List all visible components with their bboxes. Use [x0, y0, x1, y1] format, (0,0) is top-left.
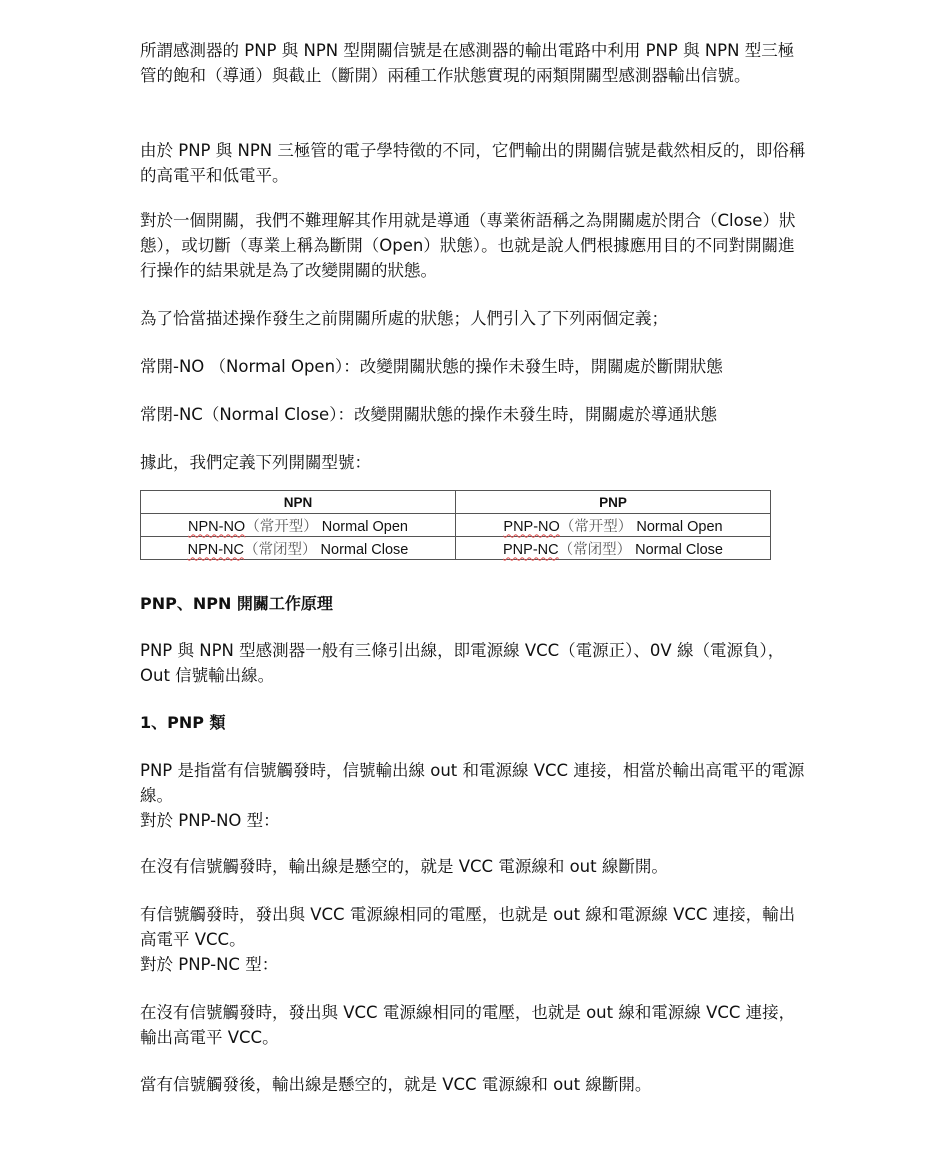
paragraph-intro: 所謂感測器的 PNP 與 NPN 型開關信號是在感測器的輸出電路中利用 PNP 與 NPN 型三極管的飽和（導通）與截止（斷開）兩種工作狀態實現的兩類開關型感測器輸出信號。 — [140, 41, 795, 85]
paragraph-pnp-no-triggered: 有信號觸發時，發出與 VCC 電源線相同的電壓，也就是 out 線和電源線 VCC 連接，輸出高電平 VCC。 — [140, 905, 796, 949]
table-row — [141, 514, 771, 537]
cell-en: Normal Open — [636, 518, 723, 535]
table-cell-pnp-nc — [456, 537, 771, 560]
paragraph-define-types: 據此，我們定義下列開關型號： — [140, 453, 371, 472]
cell-code: PNP-NC — [503, 541, 559, 558]
paragraph-normal-close: 常閉-NC（Normal Close）：改變開關狀態的操作未發生時，開關處於導通狀態 — [140, 405, 717, 424]
table-row — [141, 537, 771, 560]
section-heading-working-principle: PNP、NPN 開關工作原理 — [140, 594, 333, 613]
cell-cn: （常开型） — [559, 518, 633, 535]
cell-en: Normal Close — [320, 541, 409, 558]
paragraph-pnp-nc-title: 對於 PNP-NC 型： — [140, 955, 279, 974]
section-heading-pnp: 1、PNP 類 — [140, 713, 226, 732]
paragraph-pnp-no-title: 對於 PNP-NO 型： — [140, 811, 280, 830]
table-cell-pnp-no — [456, 514, 771, 537]
cell-cn: （常闭型） — [244, 541, 317, 558]
table-header-pnp: PNP — [456, 491, 771, 514]
cell-en: Normal Close — [635, 541, 723, 558]
table-header-npn: NPN — [141, 491, 456, 514]
cell-en: Normal Open — [321, 518, 408, 535]
table-header-row — [141, 491, 771, 514]
cell-cn: （常开型） — [245, 518, 318, 535]
paragraph-pnp-nc-triggered: 當有信號觸發後，輸出線是懸空的，就是 VCC 電源線和 out 線斷開。 — [140, 1075, 652, 1094]
paragraph-pnp-no-untriggered: 在沒有信號觸發時，輸出線是懸空的，就是 VCC 電源線和 out 線斷開。 — [140, 857, 668, 876]
switch-type-table — [140, 490, 771, 560]
table-cell-npn-no — [141, 514, 456, 537]
paragraph-three-wires: PNP 與 NPN 型感測器一般有三條引出線，即電源線 VCC（電源正）、0V 線（電源負），Out 信號輸出線。 — [140, 641, 785, 685]
paragraph-pnp-nc-untriggered: 在沒有信號觸發時，發出與 VCC 電源線相同的電壓，也就是 out 線和電源線 VCC 連接，輸出高電平 VCC。 — [140, 1003, 796, 1047]
paragraph-pnp-definition: PNP 是指當有信號觸發時，信號輸出線 out 和電源線 VCC 連接，相當於輸出高電平的電源線。 — [140, 761, 805, 805]
cell-code: NPN-NC — [187, 541, 244, 558]
paragraph-state-definitions-intro: 為了恰當描述操作發生之前開關所處的狀態；人們引入了下列兩個定義； — [140, 309, 668, 328]
paragraph-switch-definition: 對於一個開關，我們不難理解其作用就是導通（專業術語稱之為開關處於閉合（Close）狀態），或切斷（專業上稱為斷開（Open）狀態）。也就是說人們根據應用目的不同對開關進行操作的結果就是為了改變開關的狀態。 — [140, 211, 796, 280]
table-cell-npn-nc — [141, 537, 456, 560]
cell-cn: （常闭型） — [558, 541, 632, 558]
paragraph-pnp-npn-difference: 由於 PNP 與 NPN 三極管的電子學特徵的不同，它們輸出的開關信號是截然相反的，即俗稱的高電平和低電平。 — [140, 141, 806, 185]
paragraph-normal-open: 常開-NO （Normal Open）：改變開關狀態的操作未發生時，開關處於斷開狀態 — [140, 357, 723, 376]
cell-code: NPN-NO — [188, 518, 246, 535]
cell-code: PNP-NO — [503, 518, 560, 535]
